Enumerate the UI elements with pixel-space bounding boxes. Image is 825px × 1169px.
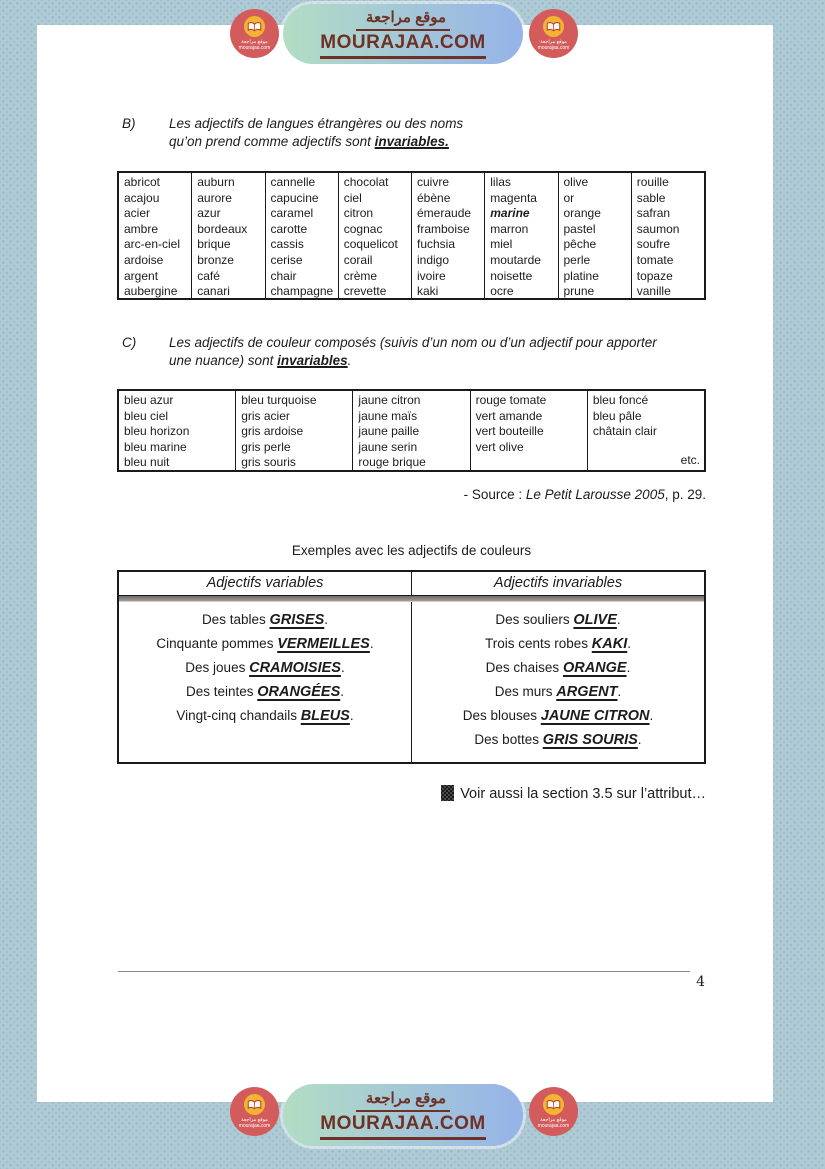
color-word: moutarde (490, 252, 541, 267)
color-word: or (563, 190, 575, 205)
color-word: acier (124, 206, 151, 221)
section-b-line1: Les adjectifs de langues étrangères ou des noms (169, 116, 464, 131)
column-header-invariables: Adjectifs invariables (493, 575, 623, 591)
color-word: gris acier (241, 408, 290, 423)
color-word: cuivre (417, 175, 450, 189)
color-word-column (119, 173, 192, 298)
color-word: aurore (197, 190, 232, 205)
color-word: ardoise (124, 252, 164, 267)
color-word: bleu ciel (124, 408, 169, 423)
section-c-emphasis: invariables (277, 352, 348, 368)
color-word: vert amande (475, 408, 543, 423)
sentence-suffix: . (626, 660, 631, 675)
column-header-variables: Adjectifs variables (119, 572, 412, 595)
color-word: saumon (636, 221, 680, 236)
sentence-prefix: Trois cents robes (484, 636, 592, 651)
color-word-column (412, 173, 485, 298)
compound-color-adjectives-table (117, 389, 706, 472)
footer-banner (283, 1084, 523, 1146)
color-word: prune (563, 284, 595, 299)
color-word: rouille (636, 175, 669, 189)
book-logo-icon (543, 16, 564, 37)
example-sentence (416, 704, 700, 728)
logo-caption-arabic: موقع مراجعة (241, 1117, 268, 1123)
color-word: bronze (197, 252, 234, 267)
color-word: olive (563, 175, 589, 189)
color-word: émeraude (417, 206, 472, 221)
color-word: vert olive (475, 439, 524, 454)
color-word-column (471, 391, 588, 470)
dithered-square-icon (441, 785, 454, 801)
color-word: abricot (124, 175, 161, 189)
color-word: cerise (270, 252, 303, 267)
color-word: coquelicot (343, 237, 398, 252)
color-word: acajou (124, 190, 160, 205)
section-b-label: B) (122, 116, 136, 131)
color-word: champagne (270, 284, 334, 299)
color-word: ébène (417, 190, 451, 205)
example-sentence (123, 608, 407, 632)
example-sentence (416, 608, 700, 632)
sentence-prefix: Vingt-cinq chandails (176, 708, 301, 723)
invariables-examples-cell (412, 602, 704, 762)
etc-label: etc. (680, 453, 701, 468)
sentence-suffix: . (369, 636, 374, 651)
color-word: ciel (343, 190, 362, 205)
color-word: ivoire (417, 268, 446, 283)
emphasized-color-word: KAKI (591, 636, 628, 652)
emphasized-color-word: OLIVE (573, 612, 617, 628)
sentence-prefix: Des souliers (495, 612, 574, 627)
color-word-column (588, 391, 704, 470)
color-word: bleu nuit (124, 455, 170, 470)
color-word: framboise (417, 221, 470, 236)
section-c-paragraph (122, 334, 722, 369)
sentence-suffix: . (616, 612, 621, 627)
logo-caption-domain: mourajaa.com (238, 45, 271, 51)
color-word: ambre (124, 221, 159, 236)
book-logo-icon (244, 16, 265, 37)
see-also-note (117, 785, 706, 802)
sentence-prefix: Des blouses (462, 708, 541, 723)
color-word: corail (343, 252, 373, 267)
color-word-column (485, 173, 558, 298)
emphasized-color-word: ORANGE (562, 660, 627, 676)
color-word: châtain clair (592, 424, 657, 439)
color-word: bleu marine (124, 439, 187, 454)
color-word-column (632, 173, 704, 298)
logo-caption-domain: mourajaa.com (537, 45, 570, 51)
sentence-suffix: . (617, 684, 622, 699)
color-word: carotte (270, 221, 308, 236)
sentence-suffix: . (340, 684, 345, 699)
color-word: citron (343, 206, 374, 221)
sentence-suffix: . (627, 636, 631, 651)
color-word: bleu pâle (592, 408, 642, 423)
color-word: cassis (270, 237, 304, 252)
color-word: auburn (197, 175, 235, 189)
color-word: noisette (490, 268, 533, 283)
example-sentence (123, 704, 407, 728)
color-word: sable (636, 190, 666, 205)
source-prefix: - Source : (463, 487, 526, 502)
footer-rule (118, 971, 690, 972)
sentence-suffix: . (649, 708, 654, 723)
color-word: marron (490, 221, 529, 236)
site-logo-badge (230, 9, 279, 58)
sentence-suffix: . (340, 660, 345, 675)
banner-arabic-title: موقع مراجعة (356, 1090, 450, 1112)
color-word: jaune citron (358, 393, 421, 407)
sentence-suffix: . (637, 732, 642, 747)
color-word: pêche (563, 237, 597, 252)
color-word: vanille (636, 284, 671, 299)
sentence-prefix: Des murs (494, 684, 557, 699)
emphasized-color-word: ARGENT (556, 684, 618, 700)
logo-caption-domain: mourajaa.com (238, 1123, 271, 1129)
color-word: vert bouteille (475, 424, 544, 439)
color-word: bleu turquoise (241, 393, 317, 407)
color-word: aubergine (124, 284, 178, 299)
color-word: bleu azur (124, 393, 174, 407)
color-word: chocolat (343, 175, 389, 189)
logo-caption-arabic: موقع مراجعة (540, 1117, 567, 1123)
examples-heading: Exemples avec les adjectifs de couleurs (291, 543, 532, 558)
section-b-line2-prefix: qu’on prend comme adjectifs sont (169, 133, 375, 149)
emphasized-color-word: GRISES (269, 612, 325, 628)
example-sentence (416, 728, 700, 752)
logo-caption-arabic: موقع مراجعة (540, 39, 567, 45)
logo-caption-domain: mourajaa.com (537, 1123, 570, 1129)
site-logo-badge (529, 9, 578, 58)
color-word: perle (563, 252, 591, 267)
emphasized-color-word: VERMEILLES (277, 636, 370, 652)
color-word-column (236, 391, 353, 470)
color-word: chair (270, 268, 297, 283)
source-work-title: Le Petit Larousse 2005 (525, 487, 665, 502)
color-word: café (197, 268, 220, 283)
color-word: magenta (490, 190, 537, 205)
invariable-color-words-table (117, 171, 706, 300)
section-c-line2-prefix: une nuance) sont (169, 352, 278, 368)
color-word: soufre (636, 237, 671, 252)
sentence-prefix: Des teintes (185, 684, 258, 699)
site-logo-badge (529, 1087, 578, 1136)
book-logo-icon (244, 1094, 265, 1115)
section-c-line1: Les adjectifs de couleur composés (suivis d’un nom ou d’un adjectif pour apporter (169, 335, 657, 350)
color-word: brique (197, 237, 231, 252)
section-b-emphasis: invariables. (374, 133, 449, 149)
example-sentence (123, 656, 407, 680)
page-number: 4 (696, 974, 705, 990)
color-word: jaune serin (358, 439, 418, 454)
color-word: pastel (563, 221, 596, 236)
color-word-column (266, 173, 339, 298)
color-word: tomate (636, 252, 674, 267)
logo-caption-arabic: موقع مراجعة (241, 39, 268, 45)
source-citation (117, 487, 706, 502)
example-sentence (416, 680, 700, 704)
color-word: bleu horizon (124, 424, 190, 439)
color-word: indigo (417, 252, 450, 267)
sentence-prefix: Des bottes (474, 732, 543, 747)
color-word: gris ardoise (241, 424, 304, 439)
color-word: bleu foncé (592, 393, 649, 407)
color-word: jaune paille (358, 424, 420, 439)
see-also-text: Voir aussi la section 3.5 sur l’attribut… (460, 786, 706, 802)
color-word: crevette (343, 284, 387, 299)
color-word: arc-en-ciel (124, 237, 181, 252)
example-sentence (123, 680, 407, 704)
emphasized-color-word: BLEUS (300, 708, 350, 724)
section-c-label: C) (122, 335, 137, 350)
color-word: cannelle (270, 175, 316, 189)
color-word-column (119, 391, 236, 470)
color-word: caramel (270, 206, 314, 221)
emphasized-color-word: CRAMOISIES (249, 660, 341, 676)
color-word: crème (343, 268, 378, 283)
color-word: ocre (490, 284, 514, 299)
header-banner (283, 4, 523, 64)
sentence-prefix: Des chaises (485, 660, 563, 675)
color-word: marine (490, 206, 530, 221)
color-word-column (192, 173, 265, 298)
examples-table (117, 570, 706, 764)
banner-domain-title: MOURAJAA.COM (320, 1112, 485, 1140)
site-logo-badge (230, 1087, 279, 1136)
examples-table-header (119, 572, 704, 596)
sentence-suffix: . (324, 612, 329, 627)
section-c-line2-suffix: . (347, 352, 352, 368)
examples-table-body (119, 602, 704, 762)
emphasized-color-word: ORANGÉES (257, 684, 341, 700)
section-c-text (169, 334, 722, 369)
emphasized-color-word: GRIS SOURIS (542, 732, 638, 748)
sentence-prefix: Des joues (185, 660, 250, 675)
color-word: gris souris (241, 455, 296, 470)
color-word: rouge brique (358, 455, 426, 470)
color-word-column (353, 391, 470, 470)
color-word: lilas (490, 175, 511, 189)
color-word: kaki (417, 284, 439, 299)
banner-domain-title: MOURAJAA.COM (320, 31, 485, 59)
color-word: rouge tomate (475, 393, 547, 407)
color-word: topaze (636, 268, 673, 283)
emphasized-color-word: JAUNE CITRON (540, 708, 650, 724)
color-word: bordeaux (197, 221, 248, 236)
color-word: jaune maïs (358, 408, 418, 423)
color-word: argent (124, 268, 159, 283)
book-logo-icon (543, 1094, 564, 1115)
sentence-suffix: . (349, 708, 354, 723)
color-word: orange (563, 206, 601, 221)
example-sentence (123, 632, 407, 656)
source-suffix: , p. 29. (664, 487, 706, 502)
color-word: platine (563, 268, 599, 283)
section-b-paragraph (122, 115, 602, 150)
color-word: cognac (343, 221, 383, 236)
section-b-text (169, 115, 602, 150)
color-word-column (339, 173, 412, 298)
color-word: azur (197, 206, 221, 221)
example-sentence (416, 656, 700, 680)
color-word: fuchsia (417, 237, 456, 252)
color-word: miel (490, 237, 513, 252)
sentence-prefix: Cinquante pommes (156, 636, 278, 651)
color-word: gris perle (241, 439, 291, 454)
color-word-column (559, 173, 632, 298)
example-sentence (416, 632, 700, 656)
color-word: canari (197, 284, 230, 299)
banner-arabic-title: موقع مراجعة (356, 9, 450, 31)
sentence-prefix: Des tables (201, 612, 270, 627)
color-word: capucine (270, 190, 319, 205)
variables-examples-cell (119, 602, 412, 762)
color-word: safran (636, 206, 671, 221)
